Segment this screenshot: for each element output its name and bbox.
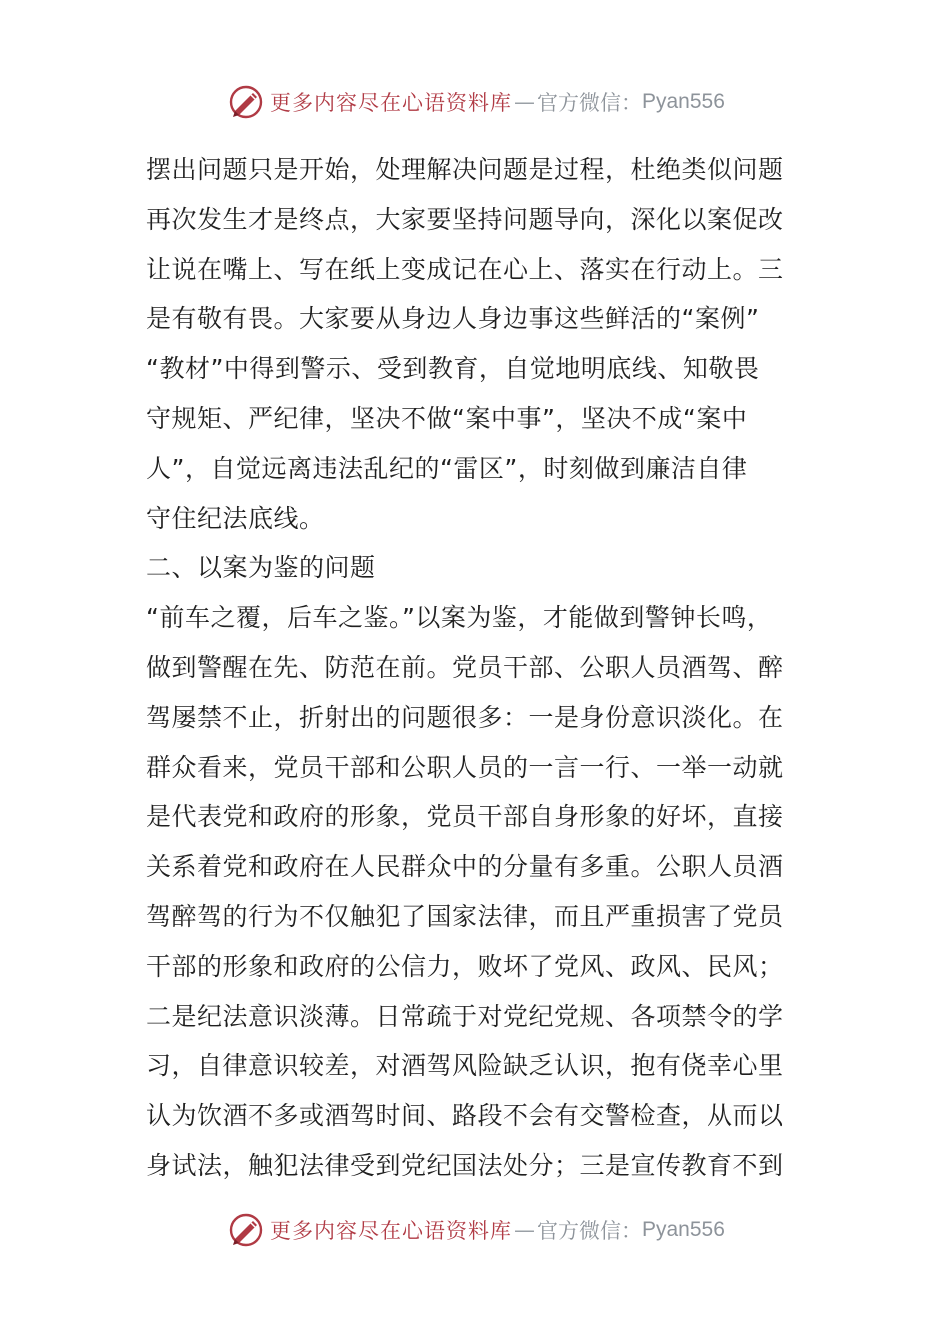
footer-banner xyxy=(228,1210,725,1250)
pen-logo-icon xyxy=(228,84,264,120)
banner-wechat-label: 官方微信： xyxy=(537,91,642,115)
text-line: “前车之覆，后车之鉴。”以案为鉴，才能做到警钟长鸣， xyxy=(146,603,773,633)
text-line: 让说在嘴上、写在纸上变成记在心上、落实在行动上。三 xyxy=(146,254,784,284)
text-line: 守规矩、严纪律，坚决不做“案中事”，坚决不成“案中 xyxy=(146,403,748,433)
text-line: 守住纪法底线。 xyxy=(146,503,325,533)
text-line: 驾醉驾的行为不仅触犯了国家法律，而且严重损害了党员 xyxy=(146,901,784,931)
text-line: 再次发生才是终点，大家要坚持问题导向，深化以案促改 xyxy=(146,204,784,234)
text-line: 习，自律意识较差，对酒驾风险缺乏认识，抱有侥幸心里 xyxy=(146,1051,784,1081)
banner-title: 更多内容尽在心语资料库 xyxy=(270,1219,512,1243)
banner-separator: — xyxy=(514,90,535,114)
text-line: 摆出问题只是开始，处理解决问题是过程，杜绝类似问题 xyxy=(146,155,784,184)
pen-logo-icon xyxy=(228,1212,264,1248)
text-line: 群众看来，党员干部和公职人员的一言一行、一举一动就 xyxy=(146,752,784,782)
header-banner xyxy=(228,82,725,122)
section-heading: 二、以案为鉴的问题 xyxy=(146,553,376,583)
text-line: 关系着党和政府在人民群众中的分量有多重。公职人员酒 xyxy=(146,852,784,882)
text-line: 人”，自觉远离违法乱纪的“雷区”，时刻做到廉洁自律 xyxy=(146,453,748,483)
banner-wechat-id: Pyan556 xyxy=(642,1218,725,1241)
text-line: 二是纪法意识淡薄。日常疏于对党纪党规、各项禁令的学 xyxy=(146,1001,784,1031)
banner-separator: — xyxy=(514,1218,535,1242)
document-body xyxy=(146,145,811,1191)
text-line: 是有敬有畏。大家要从身边人身边事这些鲜活的“案例” xyxy=(146,304,760,334)
banner-title: 更多内容尽在心语资料库 xyxy=(270,91,512,115)
banner-wechat-label: 官方微信： xyxy=(537,1219,642,1243)
banner-wechat-id: Pyan556 xyxy=(642,90,725,113)
text-line: 是代表党和政府的形象，党员干部自身形象的好坏，直接 xyxy=(146,802,784,832)
text-line: 做到警醒在先、防范在前。党员干部、公职人员酒驾、醉 xyxy=(146,652,784,682)
text-line: 干部的形象和政府的公信力，败坏了党风、政风、民风； xyxy=(146,951,784,981)
text-line: 驾屡禁不止，折射出的问题很多：一是身份意识淡化。在 xyxy=(146,702,784,732)
text-line: “教材”中得到警示、受到教育，自觉地明底线、知敬畏 xyxy=(146,354,760,384)
text-line: 认为饮酒不多或酒驾时间、路段不会有交警检查，从而以 xyxy=(146,1101,784,1131)
text-line: 身试法，触犯法律受到党纪国法处分；三是宣传教育不到 xyxy=(146,1150,784,1180)
